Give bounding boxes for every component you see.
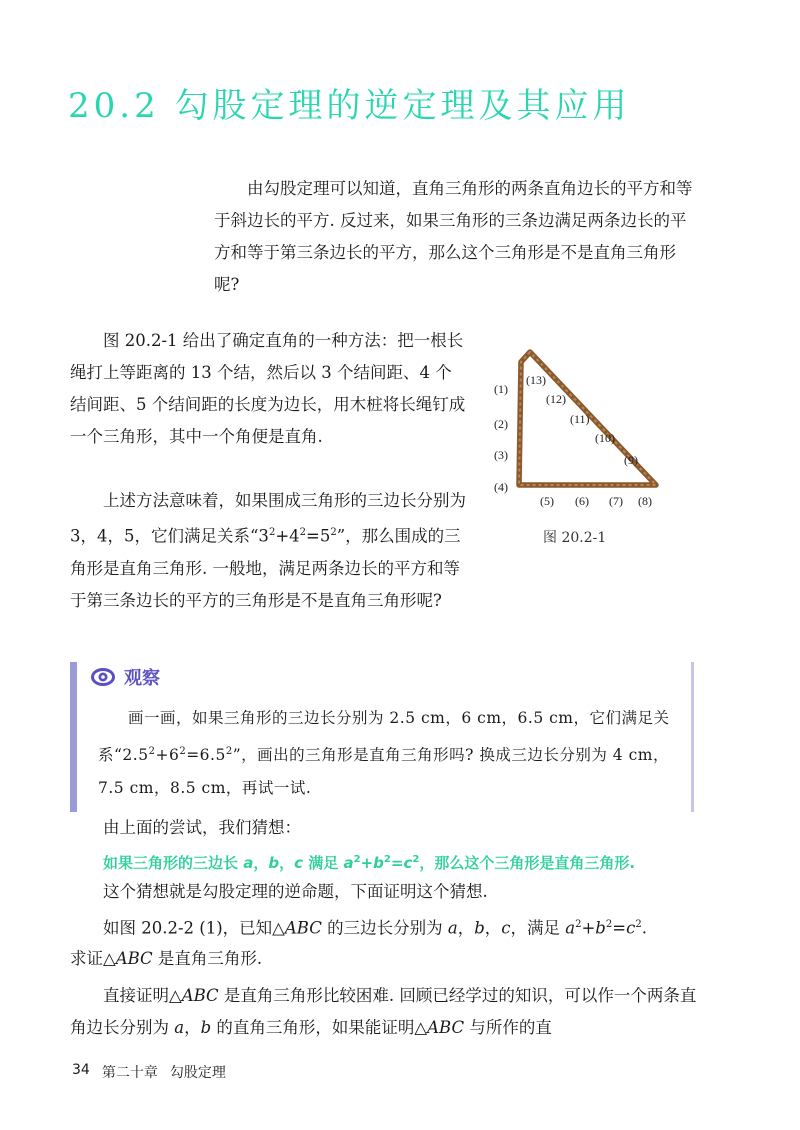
conjecture-statement: 如果三角形的三边长 a，b，c 满足 $a^2+b^2=c^2$，那么这个三角形是直角三角形. xyxy=(103,854,636,872)
knot-label-12: (12) xyxy=(546,392,566,406)
knot-label-3: (3) xyxy=(494,448,508,462)
page-footer xyxy=(72,1062,226,1082)
converse-note: 这个猜想就是勾股定理的逆命题，下面证明这个猜想. xyxy=(103,882,488,901)
proof-setup: 如图 20.2-2 (1)，已知△ABC 的三边长分别为 a，b，c，满足 $a^2+b^2=c^2$. xyxy=(103,918,647,938)
observe-left-bar xyxy=(70,662,77,812)
rope-method-paragraph: 图 20.2-1 给出了确定直角的一种方法：把一根长绳打上等距离的 13 个结，然后以 3 个结间距、4 个结间距、5 个结间距的长度为边长，用木桩将长绳钉成一个三角形，其中一个角便是直角. xyxy=(70,331,466,446)
knot-label-7: (7) xyxy=(609,494,623,508)
knot-label-2: (2) xyxy=(494,417,508,431)
guess-intro: 由上面的尝试，我们猜想： xyxy=(103,818,301,837)
intro-paragraph: 由勾股定理可以知道，直角三角形的两条直角边长的平方和等于斜边长的平方. 反过来，如果三角形的三条边满足两条边长的平方和等于第三条边长的平方，那么这个三角形是不是直角三角形呢? xyxy=(214,179,693,294)
knot-label-6: (6) xyxy=(575,494,589,508)
implication-paragraph: 上述方法意味着，如果围成三角形的三边长分别为 3，4，5，它们满足关系“$3^2+4^2=5^2$”，那么围成的三角形是直角三角形. 一般地，满足两条边长的平方和等于第三条边长的平方的三角形是不是直角三角形呢? xyxy=(70,491,466,610)
chapter-topic: 勾股定理 xyxy=(169,1065,226,1081)
direct-proof-paragraph: 直接证明△ABC 是直角三角形比较困难. 回顾已经学过的知识，可以作一个两条直角边长分别为 a，b 的直角三角形，如果能证明△ABC 与所作的直 xyxy=(70,986,697,1037)
section-title: 20.2 勾股定理的逆定理及其应用 xyxy=(68,86,631,126)
knot-label-8: (8) xyxy=(638,494,652,508)
knot-label-1: (1) xyxy=(494,382,508,396)
observe-right-bar xyxy=(691,662,694,812)
eye-icon xyxy=(90,666,116,688)
knot-label-9: (9) xyxy=(624,453,638,467)
chapter-label: 第二十章 xyxy=(101,1065,158,1081)
prove-statement: 求证△ABC 是直角三角形. xyxy=(70,949,263,968)
page-number: 34 xyxy=(72,1062,90,1078)
knot-label-13: (13) xyxy=(526,373,546,387)
figure-caption: 图 20.2-1 xyxy=(543,530,607,546)
observe-header xyxy=(90,664,160,690)
observe-text: 画一画，如果三角形的三边长分别为 2.5 cm，6 cm，6.5 cm，它们满足关系“$2.5^2+6^2=6.5^2$”，画出的三角形是直角三角形吗? 换成三边长分别为 4 cm，7.5 cm，8.5 cm，再试一试. xyxy=(98,709,670,798)
knot-label-4: (4) xyxy=(494,480,508,494)
observe-title: 观察 xyxy=(124,668,160,689)
observe-box xyxy=(70,662,694,812)
knot-label-11: (11) xyxy=(570,412,590,426)
rope-triangle-figure xyxy=(490,340,670,510)
knot-label-10: (10) xyxy=(595,431,615,445)
knot-label-5: (5) xyxy=(540,494,554,508)
